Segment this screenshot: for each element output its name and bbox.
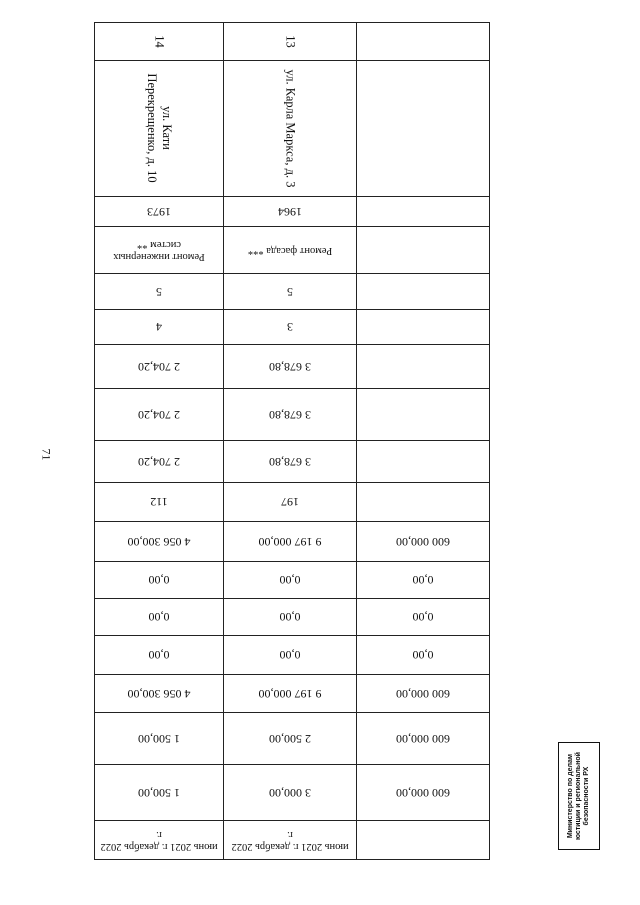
table-cell	[357, 389, 490, 441]
table-row-address	[95, 61, 490, 197]
table-cell: 2 500,00	[224, 713, 357, 765]
table-cell: 4	[95, 310, 224, 345]
table-cell: 9 197 000,00	[224, 675, 357, 713]
page-number: 71	[39, 448, 54, 461]
table-row	[95, 227, 490, 274]
table-cell: 2 704,20	[95, 345, 224, 389]
table-cell: 0,00	[224, 599, 357, 636]
table-cell: 0,00	[357, 562, 490, 599]
table-cell: 600 000,00	[357, 522, 490, 562]
table-cell	[357, 441, 490, 483]
table-cell: 3 678,80	[224, 389, 357, 441]
table-row-index	[95, 23, 490, 61]
table-cell	[224, 821, 357, 860]
table-cell: 600 000,00	[357, 765, 490, 821]
data-table	[94, 22, 490, 860]
table-row	[95, 389, 490, 441]
row-number: 14	[152, 35, 167, 48]
table-cell: 4 056 300,00	[95, 522, 224, 562]
row-number: 13	[283, 35, 298, 48]
table-row	[95, 562, 490, 599]
table-cell: 112	[95, 483, 224, 522]
table-cell: 1964	[224, 197, 357, 227]
rotated-table-container	[95, 28, 490, 860]
stamp-line: Министерство по делам	[566, 753, 574, 839]
table-row	[95, 522, 490, 562]
table-cell: 0,00	[95, 599, 224, 636]
table-cell: 0,00	[224, 636, 357, 675]
table-row	[95, 713, 490, 765]
table-cell: 3	[224, 310, 357, 345]
table-cell: 0,00	[95, 562, 224, 599]
repair-type: Ремонт фасада ***	[247, 245, 333, 257]
table-cell: 3 000,00	[224, 765, 357, 821]
table-cell: 4 056 300,00	[95, 675, 224, 713]
table-cell	[95, 61, 224, 197]
table-row	[95, 599, 490, 636]
period-label: июнь 2021 г. декабрь 2022 г.	[231, 829, 349, 853]
table-cell: 5	[95, 274, 224, 310]
table-cell	[95, 227, 224, 274]
stamp	[558, 742, 600, 850]
table-cell	[357, 197, 490, 227]
table-cell: 0,00	[357, 599, 490, 636]
table-cell	[357, 274, 490, 310]
table-cell: 0,00	[224, 562, 357, 599]
table-cell: 1973	[95, 197, 224, 227]
table-row	[95, 675, 490, 713]
table-cell: 600 000,00	[357, 675, 490, 713]
table-row	[95, 274, 490, 310]
table-cell	[357, 821, 490, 860]
table-cell: 600 000,00	[357, 713, 490, 765]
table-cell	[357, 310, 490, 345]
stamp-line: юстиции и региональной	[574, 752, 582, 840]
table-cell	[357, 345, 490, 389]
address-text: ул. Кати Перекрещенко, д. 10	[145, 73, 174, 184]
table-cell	[224, 61, 357, 197]
table-row	[95, 441, 490, 483]
table-row	[95, 636, 490, 675]
table-cell: 9 197 000,00	[224, 522, 357, 562]
table-cell: 197	[224, 483, 357, 522]
table-row	[95, 345, 490, 389]
table-cell	[357, 227, 490, 274]
address-text: ул. Карла Маркса, д. 3	[283, 69, 298, 188]
table-cell: 2 704,20	[95, 389, 224, 441]
table-cell: 2 704,20	[95, 441, 224, 483]
stamp-line: безопасности РХ	[583, 766, 591, 826]
table-row	[95, 483, 490, 522]
table-cell: 0,00	[95, 636, 224, 675]
table-cell: 5	[224, 274, 357, 310]
period-label: июнь 2021 г. декабрь 2022 г.	[100, 829, 218, 853]
table-cell: 3 678,80	[224, 345, 357, 389]
table-cell	[95, 23, 224, 61]
table-cell: 1 500,00	[95, 765, 224, 821]
table-cell: 3 678,80	[224, 441, 357, 483]
table-row	[95, 197, 490, 227]
table-cell: 1 500,00	[95, 713, 224, 765]
table-cell	[357, 23, 490, 61]
table-cell	[357, 61, 490, 197]
repair-type: Ремонт инженерных систем **	[113, 239, 205, 263]
table-row	[95, 310, 490, 345]
table-cell: 0,00	[357, 636, 490, 675]
table-cell	[224, 227, 357, 274]
table-row	[95, 765, 490, 821]
table-cell	[224, 23, 357, 61]
table-row-header	[95, 821, 490, 860]
table-cell	[357, 483, 490, 522]
table-cell	[95, 821, 224, 860]
